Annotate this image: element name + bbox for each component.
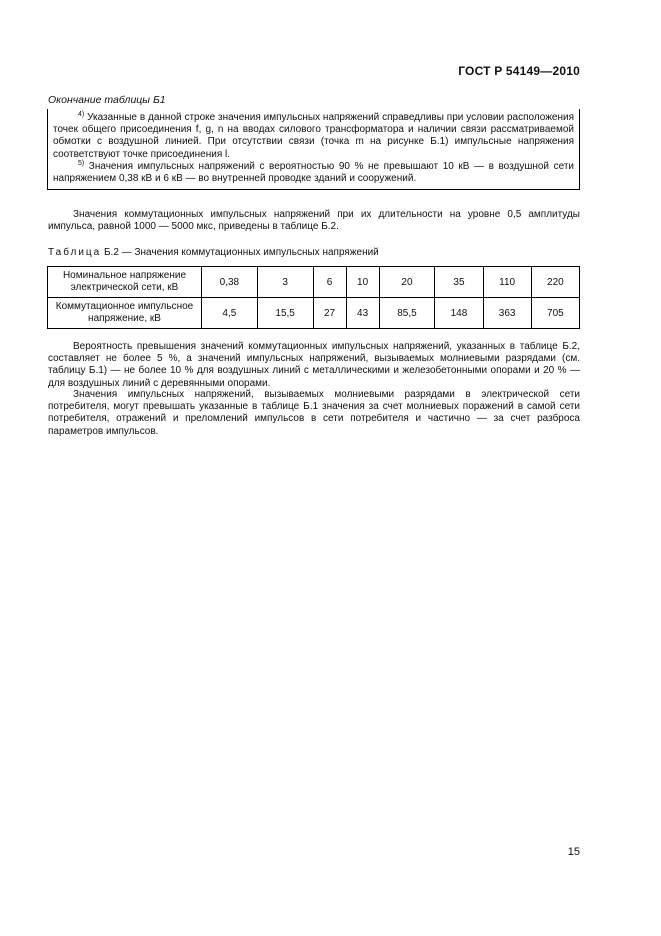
table-cell: 6	[313, 267, 346, 298]
table-cell: 363	[483, 298, 531, 329]
footnote-4-text: Указанные в данной строке значения импульсных напряжений справедливы при условии расположения точек общего присоединения f, g, n на вводах силового трансформатора и наличии связи рассматриваемой обмотки с воздушной линией. При отсутствии связи (точка m на рисунке Б.1) импульсные напряжения соответствуют точке присоединения l.	[53, 112, 574, 160]
table-cell: 43	[346, 298, 379, 329]
table-cell: 705	[531, 298, 579, 329]
table-cell: 220	[531, 267, 579, 298]
table-b1-footnotes	[47, 109, 580, 190]
table-cell: 85,5	[379, 298, 435, 329]
table-cell: 4,5	[202, 298, 258, 329]
footnote-4-marker: 4)	[78, 111, 85, 118]
body-paragraph-lightning: Значения импульсных напряжений, вызываемых молниевыми разрядами в электрической сети потребителя, могут превышать указанные в таблице Б.1 значения за счет молниевых поражений в самой сети потребителя, отражений и преломлений импульсов в сети потребителя и частично — за счет разброса параметров импульсов.	[48, 389, 580, 437]
table-continuation-caption: Окончание таблицы Б1	[48, 94, 166, 106]
row-header: Номинальное напряжение электрической сети, кВ	[48, 267, 202, 298]
table-cell: 110	[483, 267, 531, 298]
table-row	[48, 298, 580, 329]
body-paragraph-probability: Вероятность превышения значений коммутационных импульсных напряжений, указанных в таблице Б.2, составляет не более 5 %, а значений импульсных напряжений, вызываемых молниевыми разрядами (см. таблицу Б.1) — не более 10 % для воздушных линий с металлическими и железобетонными опорами и 20 % — для воздушных линий с деревянными опорами.	[48, 341, 580, 389]
table-cell: 35	[435, 267, 483, 298]
footnote-5-text: Значения импульсных напряжений с вероятностью 90 % не превышают 10 кВ — в воздушной сети напряжением 0,38 кВ и 6 кВ — во внутренней проводке зданий и сооружений.	[53, 160, 574, 185]
footnote-5-marker: 5)	[78, 159, 85, 167]
table-cell: 20	[379, 267, 435, 298]
table-cell: 27	[313, 298, 346, 329]
page-number: 15	[567, 846, 580, 858]
row-header: Коммутационное импульсное напряжение, кВ	[48, 298, 202, 329]
document-code: ГОСТ Р 54149—2010	[458, 64, 580, 78]
table-cell: 10	[346, 267, 379, 298]
table-cell: 148	[435, 298, 483, 329]
table-cell: 15,5	[257, 298, 313, 329]
table-b2-title	[48, 247, 379, 258]
table-cell: 3	[257, 267, 313, 298]
footnote-4	[53, 112, 574, 161]
intro-paragraph: Значения коммутационных импульсных напряжений при их длительности на уровне 0,5 амплитуды импульса, равной 1000 — 5000 мкс, приведены в таблице Б.2.	[48, 209, 580, 233]
table-label: Таблица	[48, 247, 102, 258]
footnote-5	[53, 161, 574, 185]
table-b2	[47, 266, 580, 329]
table-title-text: Б.2 — Значения коммутационных импульсных напряжений	[101, 247, 379, 258]
table-cell: 0,38	[202, 267, 258, 298]
table-row	[48, 267, 580, 298]
